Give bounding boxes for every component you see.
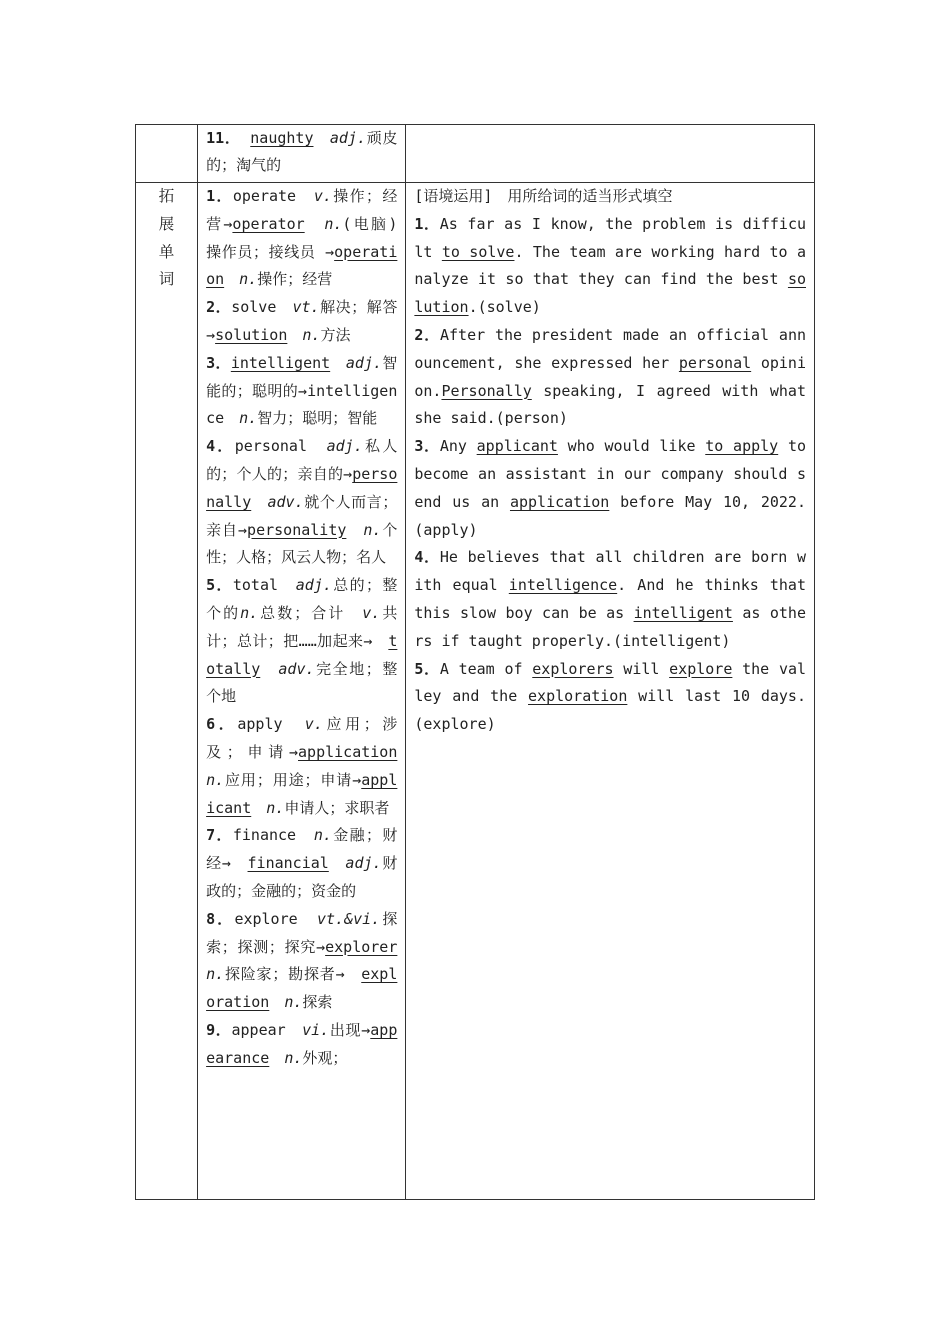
word-entry: 4．personal adj.私人的；个人的；亲自的→personally adv.就个人而言；亲自→personality n.个性；人格；风云人物；名人 xyxy=(206,437,398,567)
exercise-cell xyxy=(406,183,815,1200)
answer-blank: application xyxy=(509,492,610,511)
row-label-char: 拓 xyxy=(158,187,175,205)
word-cell xyxy=(198,183,406,1200)
answer-blank: explorers xyxy=(532,659,614,678)
exercise-item: 1．As far as I know, the problem is difficult to solve. The team are working hard to analyze it so that they can find the best solution.(solve) xyxy=(414,214,807,317)
word-cell xyxy=(198,125,406,183)
exercise-item: 3．Any applicant who would like to apply to become an assistant in our company should send us an application before May 10, 2022.(apply) xyxy=(414,437,807,539)
exercise-item: 2．After the president made an official announcement, she expressed her personal opinion.Personally speaking, I agreed with what she said.(person) xyxy=(414,325,806,428)
word-entry: 6．apply v.应用；涉及；申请→application n.应用；用途；申请→applicant n.申请人；求职者 xyxy=(206,715,398,817)
exercise-heading: [语境运用] 用所给词的适当形式填空 xyxy=(414,187,673,205)
table-row xyxy=(136,125,815,183)
word-entry: 5．total adj.总的；整个的n.总数；合计 v.共计；总计；把……加起来→ totally adv.完全地；整个地 xyxy=(206,576,398,706)
answer-blank: solution xyxy=(414,270,806,317)
answer-blank: to apply xyxy=(705,437,779,456)
answer-blank: intelligence xyxy=(508,576,618,595)
row-label-char: 展 xyxy=(158,214,175,233)
exercise-item: 4．He believes that all children are born with equal intelligence. And he thinks that this slow boy can be as intelligent as others if taught properly.(intelligent) xyxy=(414,548,807,650)
answer-blank: explore xyxy=(669,659,733,678)
answer-blank: exploration xyxy=(528,687,628,706)
exercise-cell xyxy=(406,125,815,183)
row-label-char: 单 xyxy=(158,242,175,261)
vocabulary-table xyxy=(135,124,815,1200)
row-label-char: 词 xyxy=(158,270,175,289)
answer-blank: personal xyxy=(678,353,752,372)
table-row xyxy=(136,183,815,1200)
exercise-item: 5．A team of explorers will explore the valley and the exploration will last 10 days.(explore) xyxy=(414,659,807,734)
answer-blank: to solve xyxy=(441,242,515,261)
answer-blank: intelligent xyxy=(633,603,733,622)
word-entry: 7．finance n.金融；财经→ financial adj.财政的；金融的；资金的 xyxy=(206,826,398,900)
word-entry: 8．explore vt.&vi.探索；探测；探究→explorer n.探险家；勘探者→ exploration n.探索 xyxy=(206,909,398,1012)
row-label-cell xyxy=(136,125,198,183)
answer-blank: Personally xyxy=(441,381,532,400)
word-entry: 11． naughty adj.顽皮的；淘气的 xyxy=(206,129,398,174)
answer-blank: applicant xyxy=(476,437,558,456)
word-entry: 3．intelligent adj.智能的；聪明的→intelligence n.智力；聪明；智能 xyxy=(206,353,398,428)
word-entry: 2．solve vt.解决；解答→solution n.方法 xyxy=(206,298,398,344)
word-entry: 9．appear vi.出现→appearance n.外观； xyxy=(206,1020,398,1067)
row-label-cell xyxy=(136,183,198,1200)
word-entry: 1．operate v.操作；经营→operator n.(电脑)操作员；接线员 →operation n.操作；经营 xyxy=(206,187,398,289)
